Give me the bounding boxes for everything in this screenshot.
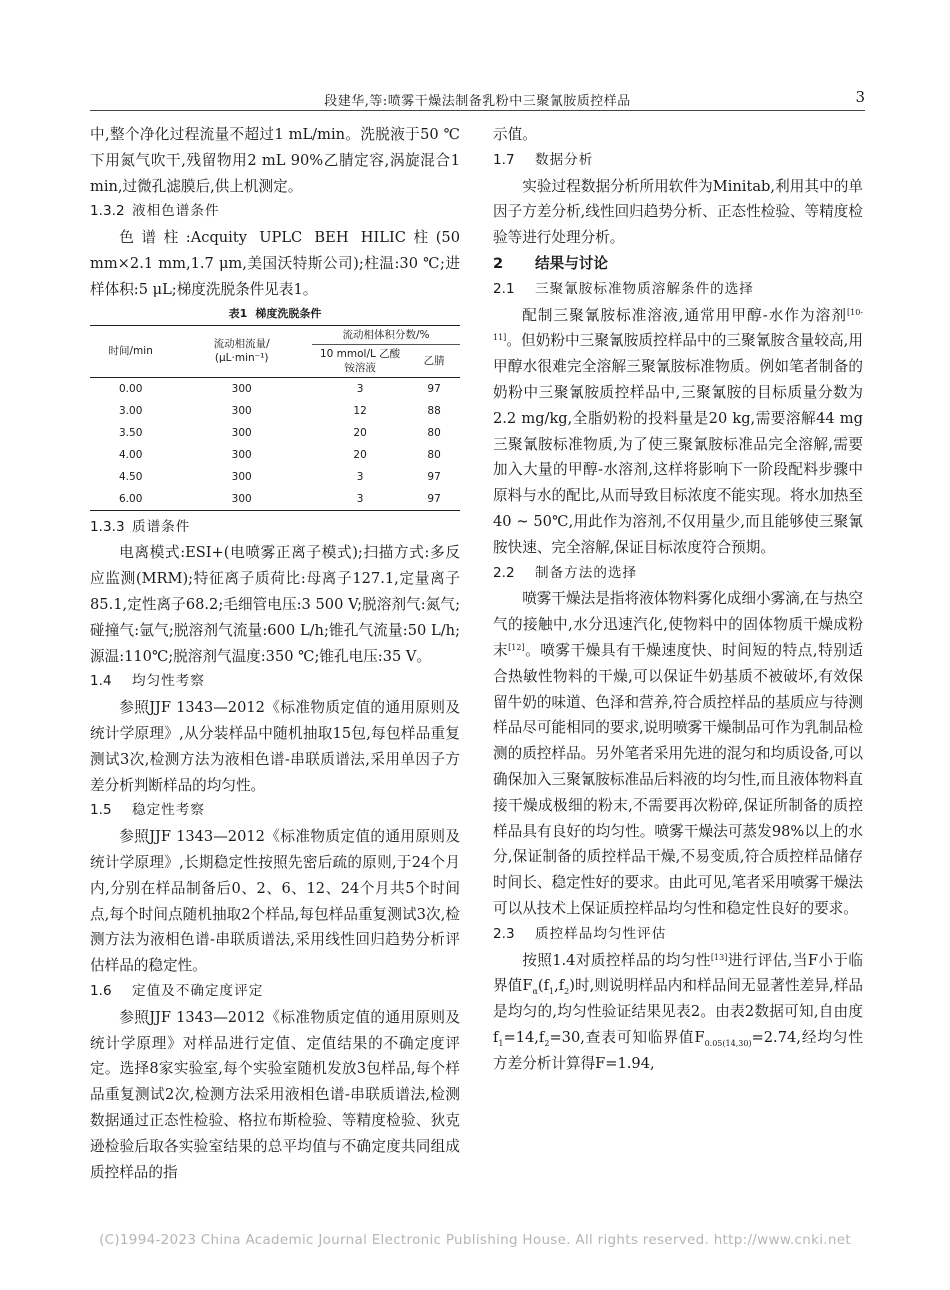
table-cell: 4.00	[119, 448, 143, 461]
table-cell: 300	[231, 470, 252, 483]
subscript: 0.05(14,30)	[704, 1038, 752, 1048]
table-cell: 300	[231, 404, 252, 417]
table-row	[90, 488, 460, 511]
table-cell: 97	[427, 382, 441, 395]
paragraph-continued: 示值。	[493, 126, 537, 143]
section-title: 均匀性考察	[132, 673, 205, 690]
citation: [13]	[710, 952, 728, 962]
section-title: 数据分析	[535, 151, 594, 168]
header-title: 段建华,等:喷雾干燥法制备乳粉中三聚氰胺质控样品	[324, 94, 631, 109]
table-label: 表1	[228, 306, 248, 320]
table-cell: 97	[427, 492, 441, 505]
subscript: 1	[498, 1038, 504, 1048]
citation: [12]	[508, 642, 525, 652]
table-cell: 300	[231, 492, 252, 505]
table-cell: 3	[356, 470, 364, 483]
table-cell: 3	[356, 382, 364, 395]
paragraph-ms-conditions: 电离模式:ESI+(电喷雾正离子模式);扫描方式:多反应监测(MRM);特征离子质荷比:母离子127.1,定量离子85.1,定性离子68.2;毛细管电压:3 500 V;脱溶剂气:氮气;碰撞气:氩气;脱溶剂气流量:600 L/h;锥孔气流量:50 L/h;源温:110℃;脱溶剂气温度:350 ℃;锥孔电压:35 V。	[90, 544, 460, 665]
section-heading-2-1	[493, 277, 863, 303]
section-heading-1-7	[493, 148, 863, 174]
section-title: 液相色谱条件	[132, 203, 220, 220]
col-header-ammonium-line1: 10 mmol/L 乙酸	[319, 347, 401, 360]
section-title: 定值及不确定度评定	[132, 982, 264, 999]
section-title: 三聚氰胺标准物质溶解条件的选择	[535, 280, 754, 297]
col-header-group: 流动相体积分数/%	[312, 325, 460, 344]
subscript: 2	[544, 1038, 550, 1048]
paragraph-lc-conditions: 色谱柱:Acquity UPLC BEH HILIC柱(50 mm×2.1 mm,1.7 μm,美国沃特斯公司);柱温:30 ℃;进样体积:5 μL;梯度洗脱条件见表1。	[90, 229, 460, 298]
table-cell: 97	[427, 470, 441, 483]
section-number: 1.5	[90, 802, 112, 819]
paragraph-stability: 参照JJF 1343—2012《标准物质定值的通用原则及统计学原理》,长期稳定性按照先密后疏的原则,于24个月内,分别在样品制备后0、2、6、12、24个月共5个时间点,每个时间点随机抽取2个样品,每包样品重复测试3次,检测方法为液相色谱-串联质谱法,采用线性回归趋势分析评估样品的稳定性。	[90, 828, 460, 975]
gradient-table	[90, 325, 460, 511]
paragraph-text: 进行评估,当F小于临界值F	[493, 951, 863, 995]
table-row	[90, 422, 460, 444]
table-cell: 4.50	[119, 470, 143, 483]
section-title: 稳定性考察	[132, 802, 205, 819]
table-cell: 12	[353, 404, 367, 417]
section-heading-1-4	[90, 669, 460, 695]
table-cell: 20	[353, 426, 367, 439]
paragraph-text: (f	[537, 977, 549, 995]
paragraph-text: =2.74,经均匀性方差分析计算得F=1.94,	[493, 1028, 863, 1072]
citation: [10-11]	[493, 307, 863, 343]
col-header-flow-line2: (μL·min⁻¹)	[214, 352, 269, 365]
section-number: 2.2	[493, 564, 515, 581]
section-heading-1-6	[90, 979, 460, 1005]
paragraph-text: ,f	[554, 977, 565, 995]
paragraph-text: 配制三聚氰胺标准溶液,通常用甲醇-水作为溶剂	[522, 306, 847, 324]
section-number: 2.3	[493, 925, 515, 942]
paragraph-homogeneity: 参照JJF 1343—2012《标准物质定值的通用原则及统计学原理》,从分装样品中随机抽取15包,每包样品重复测试3次,检测方法为液相色谱-串联质谱法,采用单因子方差分析判断样品的均匀性。	[90, 699, 460, 794]
paragraph-data-analysis: 实验过程数据分析所用软件为Minitab,利用其中的单因子方差分析,线性回归趋势分析、正态性检验、等精度检验等进行处理分析。	[493, 177, 863, 247]
paragraph-dissolution	[493, 303, 863, 561]
paragraph-text: =14,f	[503, 1028, 545, 1046]
left-column	[90, 122, 460, 1185]
col-header-acetonitrile: 乙腈	[408, 344, 460, 377]
table-cell: 3	[356, 492, 364, 505]
table-cell: 3.00	[119, 404, 143, 417]
section-number: 1.6	[90, 982, 112, 999]
gradient-table-wrap	[90, 325, 460, 511]
table-cell: 80	[427, 426, 441, 439]
section-heading-1-3-2	[90, 199, 460, 225]
col-header-flow-line1: 流动相流量/	[213, 338, 270, 351]
col-header-ammonium-line2: 铵溶液	[344, 361, 376, 374]
paragraph-text: 。但奶粉中三聚氰胺质控样品中的三聚氰胺含量较高,用甲醇水很难完全溶解三聚氰胺标准物质。例如笔者制备的奶粉中三聚氰胺质控样品中,三聚氰胺的目标质量分数为2.2 mg/kg,全脂奶粉的投料量是20 kg,需要溶解44 mg三聚氰胺标准物质,为了使三聚氰胺标准品完全溶解,需要加入大量的甲醇-水溶剂,这样将影响下一阶段配料步骤中原料与水的配比,从而导致目标浓度不能实现。将水加热至40 ~ 50℃,用此作为溶剂,不仅用量少,而且能够使三聚氰胺快速、完全溶解,保证目标浓度符合预期。	[493, 332, 863, 556]
col-header-flow	[171, 325, 312, 377]
subscript: 2	[564, 987, 570, 997]
paragraph-homogeneity-eval	[493, 948, 863, 1077]
paragraph-spray-drying	[493, 586, 863, 921]
section-heading-1-5	[90, 798, 460, 824]
paragraph-text: 。喷雾干燥具有干燥速度快、时间短的特点,特别适合热敏性物料的干燥,可以保证牛奶基质不被破坏,有效保留牛奶的味道、色泽和营养,符合质控样品的基质应与待测样品尽可能相同的要求,说明喷雾干燥制品可作为乳制品检测的质控样品。另外笔者采用先进的混匀和均质设备,可以确保加入三聚氰胺标准品后料液的均匀性,而且液体物料直接干燥成极细的粉末,不需要再次粉碎,保证所制备的质控样品具有良好的均匀性。喷雾干燥法可蒸发98%以上的水分,保证制备的质控样品干燥,不易变质,符合质控样品储存时间长、稳定性好的要求。由此可见,笔者采用喷雾干燥法可以从技术上保证质控样品均匀性和稳定性良好的要求。	[493, 641, 863, 917]
table-cell: 300	[231, 448, 252, 461]
table-row	[90, 377, 460, 400]
section-heading-2-3	[493, 922, 863, 948]
section-heading-2	[493, 251, 863, 277]
section-number: 1.3.2	[90, 203, 125, 220]
section-title: 质控样品均匀性评估	[535, 925, 667, 942]
table-row	[90, 444, 460, 466]
copyright-footer: (C)1994-2023 China Academic Journal Electronic Publishing House. All rights reserved. http://www.cnki.net	[99, 1232, 851, 1248]
paragraph-text: 按照1.4对质控样品的均匀性	[522, 951, 711, 969]
table-caption	[90, 305, 460, 321]
table-cell: 3.50	[119, 426, 143, 439]
table-cell: 88	[427, 404, 441, 417]
table-cell: 80	[427, 448, 441, 461]
section-number: 2.1	[493, 280, 515, 297]
paragraph-value-assignment: 参照JJF 1343—2012《标准物质定值的通用原则及统计学原理》对样品进行定值、定值结果的不确定度评定。选择8家实验室,每个实验室随机发放3包样品,每个样品重复测试2次,检测方法采用液相色谱-串联质谱法,检测数据通过正态性检验、格拉布斯检验、等精度检验、狄克逊检验后取各实验室结果的总平均值与不确定度共同组成质控样品的指	[90, 1008, 460, 1181]
running-header	[90, 84, 865, 111]
section-title: 结果与讨论	[535, 254, 608, 272]
table-row	[90, 400, 460, 422]
col-header-time: 时间/min	[90, 325, 171, 377]
table-cell: 6.00	[119, 492, 143, 505]
right-column	[493, 122, 863, 1076]
table-title: 梯度洗脱条件	[255, 306, 322, 320]
paragraph-text: 喷雾干燥法是指将液体物料雾化成细小雾滴,在与热空气的接触中,水分迅速汽化,使物料中的固体物质干燥成粉末	[493, 590, 863, 659]
table-cell: 300	[231, 382, 252, 395]
section-heading-2-2	[493, 561, 863, 587]
section-number: 1.3.3	[90, 518, 125, 535]
section-number: 1.7	[493, 151, 515, 168]
section-number: 1.4	[90, 673, 112, 690]
paragraph-text: )时,则说明样品内和样品间无显著性差异,样品是均匀的,均匀性验证结果见表2。由表2数据可知,自由度f	[493, 977, 863, 1046]
subscript: α	[532, 987, 538, 997]
section-number: 2	[493, 254, 504, 272]
page-number: 3	[855, 88, 865, 106]
subscript: 1	[548, 987, 555, 997]
table-row	[90, 466, 460, 488]
table-cell: 300	[231, 426, 252, 439]
table-cell: 20	[353, 448, 367, 461]
section-heading-1-3-3	[90, 515, 460, 541]
table-cell: 0.00	[119, 382, 143, 395]
paragraph-text: =30,查表可知临界值F	[549, 1028, 705, 1046]
section-title: 质谱条件	[132, 518, 191, 535]
section-title: 制备方法的选择	[535, 564, 638, 581]
col-header-ammonium	[312, 344, 408, 377]
paragraph-intro: 中,整个净化过程流量不超过1 mL/min。洗脱液于50 ℃下用氮气吹干,残留物用2 mL 90%乙腈定容,涡旋混合1 min,过微孔滤膜后,供上机测定。	[90, 126, 460, 195]
